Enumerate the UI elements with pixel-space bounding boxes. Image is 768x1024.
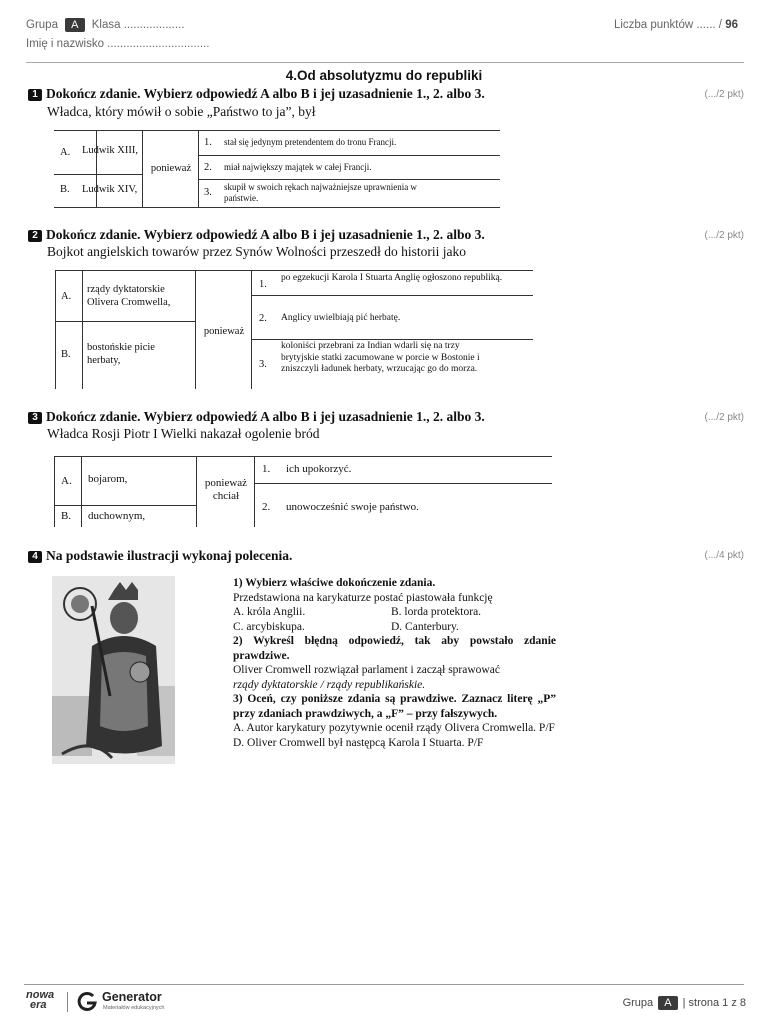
q4-points: (.../4 pkt) [704,550,744,561]
q1-opt-b-letter: B. [60,184,70,195]
q2-number: 2 [28,230,42,242]
q2-opt-b-letter: B. [61,349,71,360]
footer-group-badge: A [658,996,677,1010]
q4-p1-opts-row1 [233,605,556,620]
q2-r1-text: po egzekucji Karola I Stuarta Anglię ogłoszono republiką. [281,273,503,283]
q3-points: (.../2 pkt) [704,412,744,423]
q1-heading [28,86,485,102]
q1-r1-num: 1. [204,137,212,148]
q1-opt-a-text: Ludwik XIII, [82,145,138,156]
nowa-era-logo-bottom: era [30,999,47,1011]
q1-connector: ponieważ [150,163,192,174]
q1-r2-text: miał największy majątek w całej Francji. [224,162,372,172]
header-group [26,18,184,32]
q1-r3-text: skupił w swoich rękach najważniejsze uprawnienia w państwie. [224,182,417,203]
q2-r2-num: 2. [259,313,267,324]
q1-r1-text: stał się jedynym pretendentem do tronu Francji. [224,137,397,147]
nowa-era-logo-top: nowa [26,989,55,1001]
page-title: 4.Od absolutyzmu do republiki [285,68,483,83]
q2-opt-a-letter: A. [61,291,72,302]
q4-p2-italic[interactable]: rządy dyktatorskie / rządy republikańskie. [233,678,426,691]
group-badge: A [65,18,84,32]
q3-opt-b-text: duchownym, [88,510,146,522]
q3-opt-b-letter: B. [61,510,72,522]
q4-p1-opt-c[interactable]: C. arcybiskupa. [233,620,305,633]
q4-p1-opt-d[interactable]: D. Canterbury. [391,620,459,633]
q4-tasks [233,576,556,750]
points-dots: ...... [696,19,716,31]
q3-opt-a-letter: A. [61,475,72,487]
q4-p1-stem: Przedstawiona na karykaturze postać piastowała funkcję [233,591,493,604]
q4-p1-opt-b[interactable]: B. lorda protektora. [391,606,482,618]
q2-r3-text: koloniści przebrani za Indian wdarli się na trzy brytyjskie statki zacumowane w porcie w Bostonie i zniszczyli ładunek herbaty, wrzucając go do morza. [281,341,480,374]
q4-p1-opts-row2 [233,620,556,635]
q2-heading-text: Dokończ zdanie. Wybierz odpowiedź A albo B i jej uzasadnienie 1., 2. albo 3. [46,227,485,242]
points-total: 96 [725,19,738,31]
q4-heading-text: Na podstawie ilustracji wykonaj polecenia. [46,548,293,563]
q1-grid [54,130,500,208]
q4-p2-stem: Oliver Cromwell rozwiązał parlament i zaczął sprawować [233,664,500,676]
header-name [26,38,209,50]
q4-p2-title: 2) Wykreśl błędną odpowiedź, tak aby powstało zdanie prawdziwe. [233,635,556,662]
footer-group-label: Grupa [622,997,654,1009]
caricature-illustration [52,576,175,764]
q1-r2-num: 2. [204,162,212,173]
q4-p3-title: 3) Oceń, czy poniższe zdania są prawdziwe. Zaznacz literę „P” przy zdaniach prawdziwych, a „F” – przy fałszywych. [233,693,556,720]
q4-heading [28,548,292,564]
q2-opt-b-text: bostońskie picie herbaty, [87,342,155,366]
q2-connector: ponieważ [203,326,245,337]
q4-p3-a[interactable]: A. Autor karykatury pozytywnie ocenił rządy Olivera Cromwella. P/F [233,722,555,734]
name-label: Imię i nazwisko [26,38,104,50]
q2-opt-a-text: rządy dyktatorskie Olivera Cromwella, [87,284,171,308]
nowa-era-logo [26,990,54,1010]
q3-grid [54,456,552,527]
q1-heading-text: Dokończ zdanie. Wybierz odpowiedź A albo B i jej uzasadnienie 1., 2. albo 3. [46,86,485,101]
class-label: Klasa [91,19,121,31]
q2-r1-num: 1. [259,279,267,290]
q1-opt-a-letter: A. [60,147,71,158]
q2-r2-text: Anglicy uwielbiają pić herbatę. [281,313,401,323]
q3-r2-text: unowocześnić swoje państwo. [286,501,419,513]
footer-logo-divider [67,992,68,1012]
header-divider [26,62,744,63]
q4-p1-opt-a[interactable]: A. króla Anglii. [233,606,306,618]
generator-g-icon [76,990,98,1012]
q2-heading [28,227,485,243]
q3-r1-text: ich upokorzyć. [286,463,352,475]
q3-number: 3 [28,412,42,424]
generator-logo-sub: Materiałów edukacyjnych [103,1005,165,1011]
class-dots: ................... [123,19,185,31]
q1-number: 1 [28,89,42,101]
q2-grid [55,270,533,389]
generator-logo [76,990,98,1017]
q4-p3-b[interactable]: D. Oliver Cromwell był następcą Karola I Stuarta. P/F [233,736,484,749]
q4-number: 4 [28,551,42,563]
q1-stem: Władca, który mówił o sobie „Państwo to ja”, był [47,104,316,119]
q1-r3-num: 3. [204,187,212,198]
footer-page-text: | strona 1 z 8 [682,997,746,1009]
generator-logo-text: Generator [102,990,162,1004]
group-label: Grupa [26,19,58,31]
q3-r1-num: 1. [262,463,271,475]
q3-stem: Władca Rosji Piotr I Wielki nakazał ogolenie bród [47,426,320,441]
q1-points: (.../2 pkt) [704,89,744,100]
header-points [614,19,738,31]
q1-opt-b-text: Ludwik XIV, [82,184,138,195]
q2-stem: Bojkot angielskich towarów przez Synów Wolności przeszedł do historii jako [47,244,466,259]
q3-r2-num: 2. [262,501,271,513]
q4-p1-title: 1) Wybierz właściwe dokończenie zdania. [233,577,436,589]
q2-r3-num: 3. [259,359,267,370]
points-sep: / [718,19,722,31]
q3-heading-text: Dokończ zdanie. Wybierz odpowiedź A albo B i jej uzasadnienie 1., 2. albo 3. [46,409,485,424]
footer-page-info [623,996,746,1010]
q3-opt-a-text: bojarom, [88,473,128,485]
q3-connector: ponieważ chciał [204,477,248,502]
q2-points: (.../2 pkt) [704,230,744,241]
name-dots: ................................ [107,38,210,50]
points-label: Liczba punktów [613,19,694,31]
footer-divider [24,984,744,985]
q3-heading [28,409,485,425]
